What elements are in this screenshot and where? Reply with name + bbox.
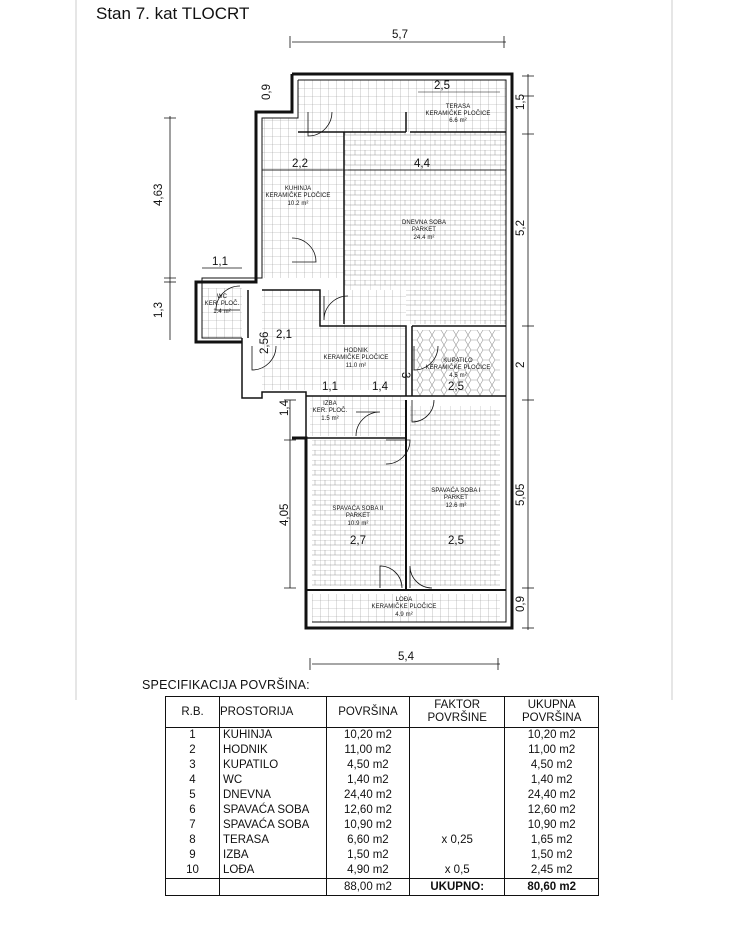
kupatilo-name: KUPATILO (443, 358, 473, 364)
dim-izba-b: 1,4 (372, 381, 388, 393)
dim-right-top: 0,9 (261, 84, 273, 100)
cell-factor (410, 848, 505, 863)
dim-terasa-width: 2,5 (434, 80, 450, 92)
lodja-finish: KERAMIČKE PLOČICE (371, 604, 437, 610)
dnevna-name: DNEVNA SOBA (401, 220, 447, 226)
cell-rb: 8 (166, 833, 220, 848)
spavaca2-name: SPAVAĆA SOBA II (332, 506, 384, 512)
cell-rb: 10 (166, 863, 220, 879)
cell-factor (410, 773, 505, 788)
cell-factor (410, 728, 505, 744)
table-row (166, 788, 599, 803)
cell-total: 11,00 m2 (505, 743, 599, 758)
kupatilo-finish: KERAMIČKE PLOČICE (425, 365, 491, 371)
dim-left-wc: 1,3 (153, 302, 165, 318)
dim-dnevna-width: 4,4 (414, 158, 430, 170)
header-room: PROSTORIJA (220, 697, 327, 728)
dim-right-3: 2 (515, 361, 527, 368)
header-rb: R.B. (166, 697, 220, 728)
cell-room: KUPATILO (220, 758, 327, 773)
cell-rb: 6 (166, 803, 220, 818)
cell-area: 10,90 m2 (326, 818, 409, 833)
cell-area: 11,00 m2 (326, 743, 409, 758)
izba-name: IZBA (323, 401, 337, 407)
spavaca1-area: 12.6 m² (445, 503, 467, 509)
terasa-name: TERASA (445, 104, 471, 110)
cell-room: SPAVAĆA SOBA (220, 818, 327, 833)
cell-factor (410, 743, 505, 758)
kuhinja-area: 10.2 m² (287, 201, 309, 207)
cell-rb: 1 (166, 728, 220, 744)
wc-finish: KER. PLOČ. (204, 301, 240, 307)
dim-right-5: 0,9 (515, 596, 527, 612)
dim-right-1: 1,5 (515, 94, 527, 110)
cell-rb: 7 (166, 818, 220, 833)
wc-area: 1.4 m² (213, 309, 231, 315)
cell-room: DNEVNA (220, 788, 327, 803)
cell-total: 10,20 m2 (505, 728, 599, 744)
dim-left-upper: 4,63 (153, 183, 165, 206)
cell-total: 1,50 m2 (505, 848, 599, 863)
table-row (166, 758, 599, 773)
dim-top-width: 5,7 (392, 29, 408, 41)
cell-rb: 4 (166, 773, 220, 788)
cell-area: 12,60 m2 (326, 803, 409, 818)
cell-area: 1,50 m2 (326, 848, 409, 863)
cell-factor: x 0,5 (410, 863, 505, 879)
spavaca1-finish: PARKET (443, 495, 469, 501)
dim-left-low2: 4,05 (279, 503, 291, 526)
kupatilo-area: 4.5 m² (449, 373, 467, 379)
terasa-area: 6.6 m² (449, 118, 467, 124)
dim-kupatilo-width: 2,5 (448, 381, 464, 393)
table-row (166, 803, 599, 818)
cell-room: TERASA (220, 833, 327, 848)
cell-room: HODNIK (220, 743, 327, 758)
spec-heading: SPECIFIKACIJA POVRŠINA: (142, 678, 310, 692)
cell-factor (410, 758, 505, 773)
table-row (166, 833, 599, 848)
header-factor: FAKTOR POVRŠINE (410, 697, 505, 728)
lodja-area: 4.9 m² (395, 612, 413, 618)
page-title: Stan 7. kat TLOCRT (96, 4, 250, 23)
footer-empty-2 (220, 879, 327, 896)
cell-total: 4,50 m2 (505, 758, 599, 773)
footer-label: UKUPNO: (410, 879, 505, 896)
cell-area: 4,90 m2 (326, 863, 409, 879)
wc-name: WC (216, 294, 228, 300)
cell-total: 1,40 m2 (505, 773, 599, 788)
cell-factor (410, 818, 505, 833)
spavaca2-area: 10.9 m² (347, 521, 369, 527)
cell-rb: 9 (166, 848, 220, 863)
cell-total: 10,90 m2 (505, 818, 599, 833)
spavaca1-name: SPAVAĆA SOBA I (431, 488, 481, 494)
cell-area: 6,60 m2 (326, 833, 409, 848)
cell-total: 12,60 m2 (505, 803, 599, 818)
cell-room: WC (220, 773, 327, 788)
footer-sum-total: 80,60 m2 (505, 879, 599, 896)
cell-area: 10,20 m2 (326, 728, 409, 744)
table-row (166, 728, 599, 744)
dnevna-finish: PARKET (411, 227, 437, 233)
kuhinja-name: KUHINJA (284, 186, 312, 192)
dim-right-4: 5,05 (515, 483, 527, 506)
spec-body (166, 728, 599, 879)
dim-hodnik-width: 2,1 (276, 329, 292, 341)
dim-hodnik-3: 3 (399, 372, 411, 379)
dim-kuhinja-width: 2,2 (292, 158, 308, 170)
table-row (166, 743, 599, 758)
spec-footer-row (166, 879, 599, 896)
footer-sum-area: 88,00 m2 (326, 879, 409, 896)
cell-area: 4,50 m2 (326, 758, 409, 773)
table-row (166, 818, 599, 833)
dim-spavaca2-width: 2,7 (350, 535, 366, 547)
cell-area: 1,40 m2 (326, 773, 409, 788)
cell-room: SPAVAĆA SOBA (220, 803, 327, 818)
cell-total: 24,40 m2 (505, 788, 599, 803)
dim-spavaca1-width: 2,5 (448, 535, 464, 547)
terasa-finish: KERAMIČKE PLOČICE (425, 111, 491, 117)
spec-table (165, 696, 599, 896)
cell-factor (410, 788, 505, 803)
cell-rb: 2 (166, 743, 220, 758)
table-row (166, 773, 599, 788)
hodnik-name: HODNIK (344, 348, 368, 354)
dim-hodnik-small: 2,56 (259, 331, 271, 354)
footer-empty-1 (166, 879, 220, 896)
izba-finish: KER. PLOČ. (312, 408, 348, 414)
table-row (166, 848, 599, 863)
cell-room: IZBA (220, 848, 327, 863)
dim-right-2: 5,2 (515, 220, 527, 236)
hodnik-finish: KERAMIČKE PLOČICE (323, 355, 389, 361)
hodnik-area: 11.0 m² (345, 363, 367, 369)
dim-bottom-width: 5,4 (398, 651, 414, 663)
cell-total: 2,45 m2 (505, 863, 599, 879)
cell-factor: x 0,25 (410, 833, 505, 848)
cell-factor (410, 803, 505, 818)
dnevna-area: 24.4 m² (413, 235, 435, 241)
spec-header-row (166, 697, 599, 728)
izba-area: 1.5 m² (321, 416, 339, 422)
cell-rb: 5 (166, 788, 220, 803)
cell-total: 1,65 m2 (505, 833, 599, 848)
table-row (166, 863, 599, 879)
dim-wc-width: 1,1 (212, 256, 228, 268)
lodja-name: LOĐA (395, 597, 413, 603)
header-total: UKUPNA POVRŠINA (505, 697, 599, 728)
dim-left-low1: 1,4 (279, 400, 291, 416)
cell-room: LOĐA (220, 863, 327, 879)
cell-area: 24,40 m2 (326, 788, 409, 803)
header-area: POVRŠINA (326, 697, 409, 728)
cell-rb: 3 (166, 758, 220, 773)
cell-room: KUHINJA (220, 728, 327, 744)
dim-izba-a: 1,1 (322, 381, 338, 393)
kuhinja-finish: KERAMIČKE PLOČICE (265, 193, 331, 199)
spavaca2-finish: PARKET (345, 513, 371, 519)
